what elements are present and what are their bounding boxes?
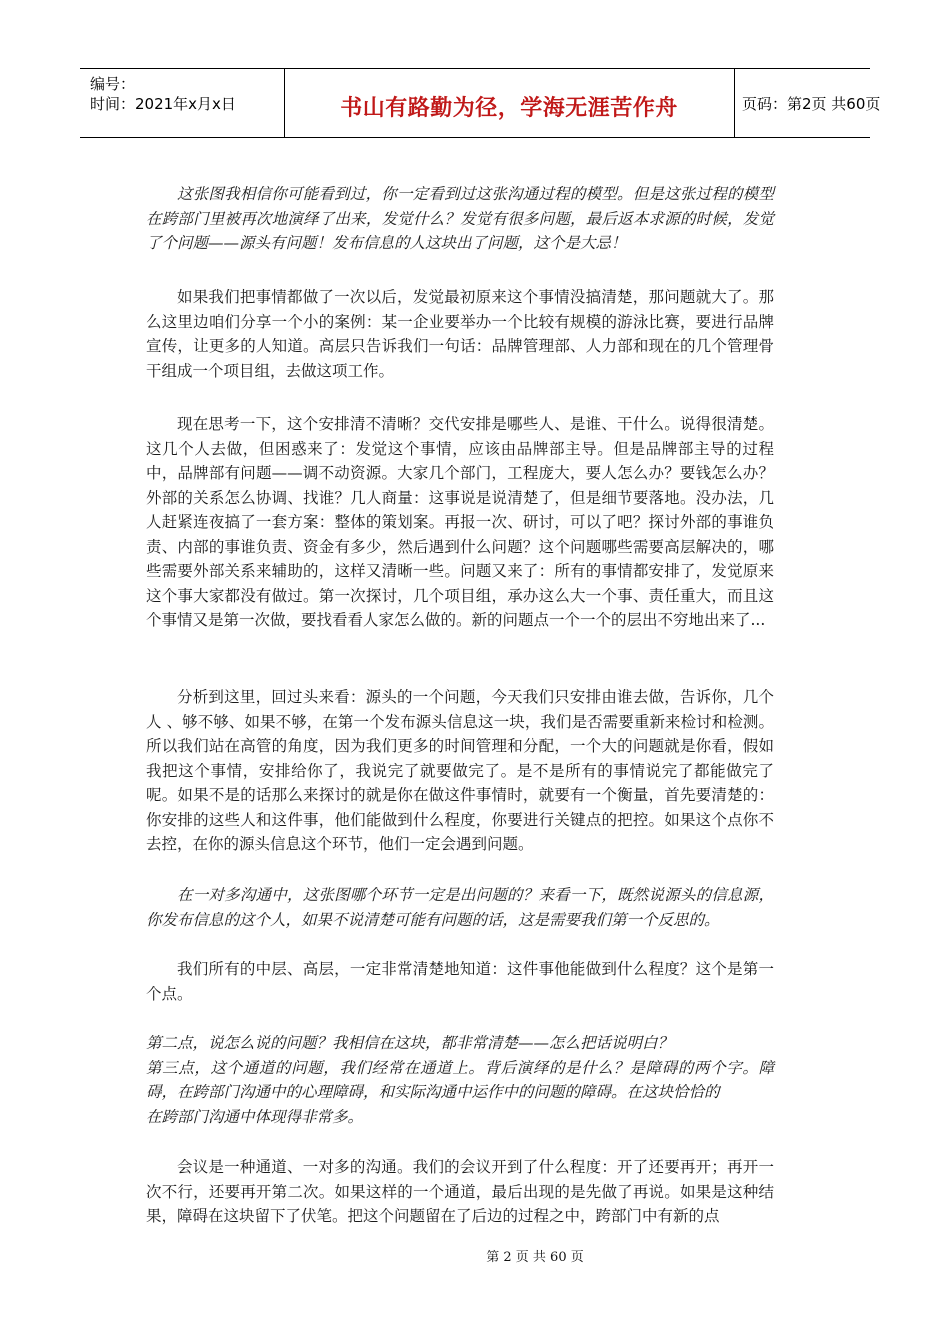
header-page-info: 页码：第2页 共60页 (742, 95, 881, 113)
paragraph-text: 我们所有的中层、高层，一定非常清楚地知道：这件事他能做到什么程度？这个是第一个点。 (146, 960, 774, 1003)
paragraph-8 (146, 1155, 774, 1229)
serial-label: 编号： (90, 75, 136, 93)
paragraph-text: 在跨部门沟通中体现得非常多。 (146, 1107, 364, 1126)
paragraph-text: 在一对多沟通中，这张图哪个环节一定是出问题的？来看一下，既然说源头的信息源，你发布信息的这个人，如果不说清楚可能有问题的话，这是需要我们第一个反思的。 (146, 886, 774, 929)
header-page-cell (734, 69, 881, 137)
paragraph-text: 现在思考一下，这个安排清不清晰？交代安排是哪些人、是谁、干什么。说得很清楚。这几个人去做，但困惑来了：发觉这个事情，应该由品牌部主导。但是品牌部主导的过程中，品牌部有问题——调不动资源。大家几个部门，工程庞大，要人怎么办？要钱怎么办？外部的关系怎么协调、找谁？几人商量：这事说是说清楚了，但是细节要落地。没办法，几人赶紧连夜搞了一套方案：整体的策划案。再报一次、研讨，可以了吧？探讨外部的事谁负责、内部的事谁负责、资金有多少，然后遇到什么问题？这个问题哪些需要高层解决的，哪些需要外部关系来辅助的，这样又清晰一些。问题又来了：所有的事情都安排了，发觉原来这个事大家都没有做过。第一次探讨，几个项目组，承办这么大一个事、责任重大，而且这个事情又是第一次做，要找看看人家怎么做的。新的问题点一个一个的层出不穷地出来了... (146, 415, 774, 629)
page-footer (0, 1246, 950, 1265)
paragraph-7 (146, 1031, 774, 1129)
date-label: 时间：2021年x月x日 (90, 95, 236, 113)
paragraph-text: 会议是一种通道、一对多的沟通。我们的会议开到了什么程度：开了还要再开；再开一次不行，还要再开第二次。如果这样的一个通道，最后出现的是先做了再说。如果是这种结果，障碍在这块留下了伏笔。把这个问题留在了后边的过程之中，跨部门中有新的点 (146, 1158, 774, 1225)
paragraph-6 (146, 957, 774, 1006)
footer-page-label: 第 2 页 共 60 页 (486, 1250, 584, 1265)
paragraph-text: 这张图我相信你可能看到过，你一定看到过这张沟通过程的模型。但是这张过程的模型在跨部门里被再次地演绎了出来，发觉什么？发觉有很多问题，最后返本求源的时候，发觉了个问题——源头有问题！发布信息的人这块出了问题，这个是大忌！ (146, 185, 774, 252)
paragraph-3 (146, 412, 774, 633)
header-motto: 书山有路勤为径，学海无涯苦作舟 (340, 96, 678, 121)
paragraph-2 (146, 285, 774, 383)
paragraph-text: 第二点，说怎么说的问题？我相信在这块，都非常清楚——怎么把话说明白？ (146, 1034, 674, 1052)
paragraph-1 (146, 182, 774, 256)
paragraph-text: 分析到这里，回过头来看：源头的一个问题，今天我们只安排由谁去做，告诉你，几个人 、够不够、如果不够，在第一个发布源头信息这一块，我们是否需要重新来检讨和检测。所以我们站在高管的角度，因为我们更多的时间管理和分配，一个大的问题就是你看，假如我把这个事情，安排给你了，我说完了就要做完了。是不是所有的事情说完了都能做完了呢。如果不是的话那么来探讨的就是你在做这件事情时，就要有一个衡量，首先要清楚的：你安排的这些人和这件事，他们能做到什么程度，你要进行关键点的把控。如果这个点你不去控，在你的源头信息这个环节，他们一定会遇到问题。 (146, 688, 774, 853)
header-meta-cell (80, 69, 285, 137)
header-motto-cell (284, 69, 735, 137)
paragraph-5 (146, 883, 774, 932)
paragraph-4 (146, 685, 774, 857)
document-header (80, 68, 881, 138)
paragraph-text: 如果我们把事情都做了一次以后，发觉最初原来这个事情没搞清楚，那问题就大了。那么这里边咱们分享一个小的案例：某一企业要举办一个比较有规模的游泳比赛，要进行品牌宣传，让更多的人知道。高层只告诉我们一句话：品牌管理部、人力部和现在的几个管理骨干组成一个项目组，去做这项工作。 (146, 288, 774, 380)
paragraph-text: 第三点，这个通道的问题，我们经常在通道上。背后演绎的是什么？是障碍的两个字。障碍，在跨部门沟通中的心理障碍，和实际沟通中运作中的问题的障碍。在这块恰恰的 (146, 1058, 774, 1101)
